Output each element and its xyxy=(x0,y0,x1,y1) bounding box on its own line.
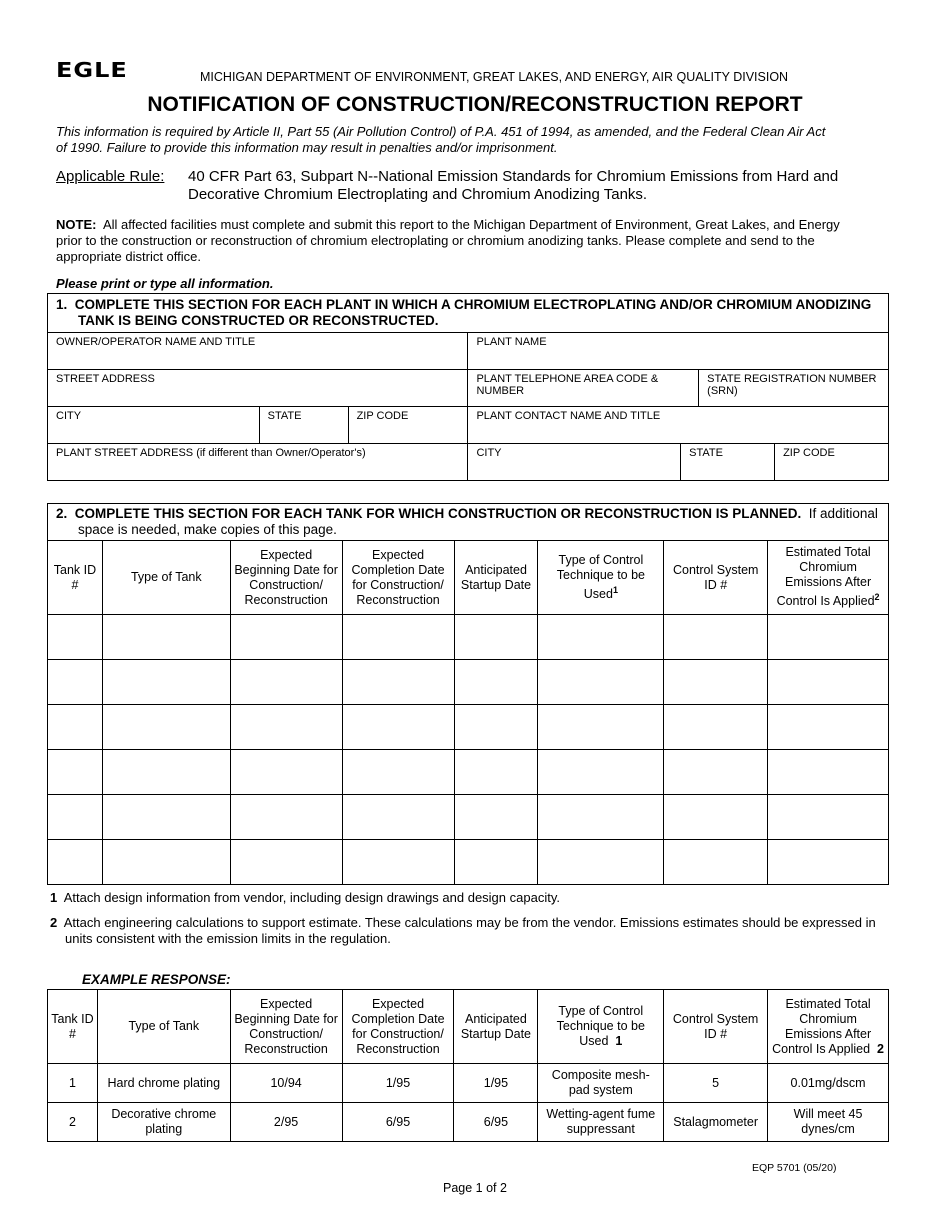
tank-cell[interactable] xyxy=(454,795,538,840)
tank-cell[interactable] xyxy=(538,705,664,750)
form-code: EQP 5701 (05/20) xyxy=(752,1162,837,1174)
tank-cell[interactable] xyxy=(102,615,230,660)
table-cell: Composite mesh-pad system xyxy=(538,1064,664,1103)
tank-cell[interactable] xyxy=(454,660,538,705)
tank-cell[interactable] xyxy=(102,840,230,885)
ex-col-estimated-emissions: Estimated Total Chromium Emissions After Control Is Applied 2 xyxy=(768,990,889,1064)
page-title: NOTIFICATION OF CONSTRUCTION/RECONSTRUCTION REPORT xyxy=(147,93,803,116)
ex-col-startup-date: Anticipated Startup Date xyxy=(454,990,538,1064)
tank-cell[interactable] xyxy=(664,615,768,660)
tank-row xyxy=(48,615,889,660)
zip-field[interactable]: ZIP CODE xyxy=(348,407,468,444)
egle-logo: EGLE xyxy=(56,58,128,82)
table-cell: 6/95 xyxy=(342,1103,454,1142)
tank-cell[interactable] xyxy=(48,840,103,885)
example-label: EXAMPLE RESPONSE: xyxy=(82,972,231,987)
plant-zip-field[interactable]: ZIP CODE xyxy=(775,444,889,481)
tank-cell[interactable] xyxy=(538,795,664,840)
col-completion-date: Expected Completion Date for Construction/ Reconstruction xyxy=(342,541,454,615)
col-control-system-id: Control System ID # xyxy=(664,541,768,615)
tank-row xyxy=(48,840,889,885)
footnote-mark-2: 2 xyxy=(874,592,880,603)
tank-cell[interactable] xyxy=(768,705,889,750)
tank-row xyxy=(48,705,889,750)
table-cell: 6/95 xyxy=(454,1103,538,1142)
tank-cell[interactable] xyxy=(454,705,538,750)
tank-cell[interactable] xyxy=(768,660,889,705)
print-instruction: Please print or type all information. xyxy=(56,276,274,291)
tank-cell[interactable] xyxy=(48,750,103,795)
col-startup-date: Anticipated Startup Date xyxy=(454,541,538,615)
table-cell: 10/94 xyxy=(230,1064,342,1103)
tank-row xyxy=(48,750,889,795)
city-field[interactable]: CITY xyxy=(48,407,260,444)
footnote-2: 2 Attach engineering calculations to support estimate. These calculations may be from the vendor. Emissions estimates should be expressed in units consistent with the emission limits in the regulation. xyxy=(50,915,876,946)
col-beginning-date: Expected Beginning Date for Construction/ Reconstruction xyxy=(230,541,342,615)
example-table xyxy=(47,989,889,1142)
table-cell: 1 xyxy=(48,1064,98,1103)
table-cell: Will meet 45 dynes/cm xyxy=(768,1103,889,1142)
tank-cell[interactable] xyxy=(230,705,342,750)
tank-cell[interactable] xyxy=(342,705,454,750)
col-tank-id: Tank ID # xyxy=(48,541,103,615)
tank-cell[interactable] xyxy=(342,750,454,795)
tank-cell[interactable] xyxy=(538,750,664,795)
plant-contact-field[interactable]: PLANT CONTACT NAME AND TITLE xyxy=(468,407,889,444)
plant-state-field[interactable]: STATE xyxy=(681,444,775,481)
table-cell: Hard chrome plating xyxy=(97,1064,230,1103)
note-paragraph xyxy=(56,217,846,265)
plant-phone-field[interactable]: PLANT TELEPHONE AREA CODE & NUMBER xyxy=(468,370,699,407)
tank-cell[interactable] xyxy=(230,660,342,705)
ex-col-control-system-id: Control System ID # xyxy=(664,990,768,1064)
tank-cell[interactable] xyxy=(230,615,342,660)
applicable-rule-label: Applicable Rule: xyxy=(56,168,165,185)
owner-operator-field[interactable]: OWNER/OPERATOR NAME AND TITLE xyxy=(48,333,468,370)
table-cell: 1/95 xyxy=(342,1064,454,1103)
example-row xyxy=(48,1103,889,1142)
ex-col-beginning-date: Expected Beginning Date for Construction/ Reconstruction xyxy=(230,990,342,1064)
tank-row xyxy=(48,795,889,840)
street-address-field[interactable]: STREET ADDRESS xyxy=(48,370,468,407)
tank-cell[interactable] xyxy=(230,750,342,795)
section2-heading: 2. COMPLETE THIS SECTION FOR EACH TANK FOR WHICH CONSTRUCTION OR RECONSTRUCTION IS PLANNED. If additional space is needed, make copies of this page. xyxy=(48,504,889,541)
footnote-1: 1 Attach design information from vendor, including design drawings and design capacity. xyxy=(50,890,560,905)
tank-cell[interactable] xyxy=(538,840,664,885)
tank-cell[interactable] xyxy=(768,795,889,840)
tank-cell[interactable] xyxy=(342,615,454,660)
table-cell: 1/95 xyxy=(454,1064,538,1103)
note-label: NOTE: xyxy=(56,217,97,232)
plant-city-field[interactable]: CITY xyxy=(468,444,681,481)
ex-col-control-technique: Type of Control Technique to be Used 1 xyxy=(538,990,664,1064)
tank-cell[interactable] xyxy=(768,750,889,795)
tank-cell[interactable] xyxy=(768,615,889,660)
tank-cell[interactable] xyxy=(664,840,768,885)
table-cell: 2 xyxy=(48,1103,98,1142)
note-text: All affected facilities must complete and submit this report to the Michigan Department of Environment, Great Lakes, and Energy prior to the construction or reconstruction of chromium electroplating or chromium anodizing tanks. Please complete and send to the appropriate district office. xyxy=(56,217,840,264)
ex-col-completion-date: Expected Completion Date for Construction/ Reconstruction xyxy=(342,990,454,1064)
agency-name: MICHIGAN DEPARTMENT OF ENVIRONMENT, GREAT LAKES, AND ENERGY, AIR QUALITY DIVISION xyxy=(200,70,789,84)
tank-cell[interactable] xyxy=(102,660,230,705)
tank-cell[interactable] xyxy=(342,660,454,705)
table-cell: 5 xyxy=(664,1064,768,1103)
tank-cell[interactable] xyxy=(664,705,768,750)
tank-cell[interactable] xyxy=(48,660,103,705)
tank-cell[interactable] xyxy=(538,615,664,660)
tank-cell[interactable] xyxy=(454,750,538,795)
tank-cell[interactable] xyxy=(102,795,230,840)
section2-table xyxy=(47,503,889,885)
srn-field[interactable]: STATE REGISTRATION NUMBER (SRN) xyxy=(699,370,889,407)
tank-cell[interactable] xyxy=(48,615,103,660)
tank-cell[interactable] xyxy=(454,840,538,885)
tank-row xyxy=(48,660,889,705)
table-cell: 2/95 xyxy=(230,1103,342,1142)
col-control-technique: Type of Control Technique to be Used$^1$ xyxy=(538,541,664,615)
tank-cell[interactable] xyxy=(538,660,664,705)
tank-cell[interactable] xyxy=(48,705,103,750)
tank-cell[interactable] xyxy=(230,795,342,840)
tank-cell[interactable] xyxy=(664,795,768,840)
table-cell: Wetting-agent fume suppressant xyxy=(538,1103,664,1142)
footnote-mark-1: 1 xyxy=(612,584,618,595)
table-cell: Decorative chrome plating xyxy=(97,1103,230,1142)
state-field[interactable]: STATE xyxy=(259,407,348,444)
intro-text: This information is required by Article II, Part 55 (Air Pollution Control) of P.A. 451 of 1994, as amended, and the Federal Clean Air Act of 1990. Failure to provide this information may result in penalties and/or imprisonment. xyxy=(56,124,826,155)
section1-heading: 1. COMPLETE THIS SECTION FOR EACH PLANT IN WHICH A CHROMIUM ELECTROPLATING AND/OR CHROMIUM ANODIZING TANK IS BEING CONSTRUCTED OR RECONSTRUCTED. xyxy=(48,294,889,333)
tank-cell[interactable] xyxy=(664,750,768,795)
ex-col-type-of-tank: Type of Tank xyxy=(97,990,230,1064)
tank-cell[interactable] xyxy=(342,795,454,840)
tank-cell[interactable] xyxy=(768,840,889,885)
tank-cell[interactable] xyxy=(342,840,454,885)
tank-cell[interactable] xyxy=(102,750,230,795)
tank-cell[interactable] xyxy=(664,660,768,705)
plant-name-field[interactable]: PLANT NAME xyxy=(468,333,889,370)
applicable-rule-text: 40 CFR Part 63, Subpart N--National Emission Standards for Chromium Emissions from Hard and Decorative Chromium Electroplating and Chromium Anodizing Tanks. xyxy=(188,168,839,203)
tank-cell[interactable] xyxy=(454,615,538,660)
col-type-of-tank: Type of Tank xyxy=(102,541,230,615)
tank-cell[interactable] xyxy=(102,705,230,750)
tank-cell[interactable] xyxy=(230,840,342,885)
col-estimated-emissions: Estimated Total Chromium Emissions After Control Is Applied$^2$ xyxy=(768,541,889,615)
tank-cell[interactable] xyxy=(48,795,103,840)
table-cell: 0.01mg/dscm xyxy=(768,1064,889,1103)
plant-street-field[interactable]: PLANT STREET ADDRESS (if different than Owner/Operator's) xyxy=(48,444,468,481)
example-row xyxy=(48,1064,889,1103)
section1-table xyxy=(47,293,889,481)
table-cell: Stalagmometer xyxy=(664,1103,768,1142)
ex-col-tank-id: Tank ID # xyxy=(48,990,98,1064)
page-number: Page 1 of 2 xyxy=(443,1181,507,1195)
